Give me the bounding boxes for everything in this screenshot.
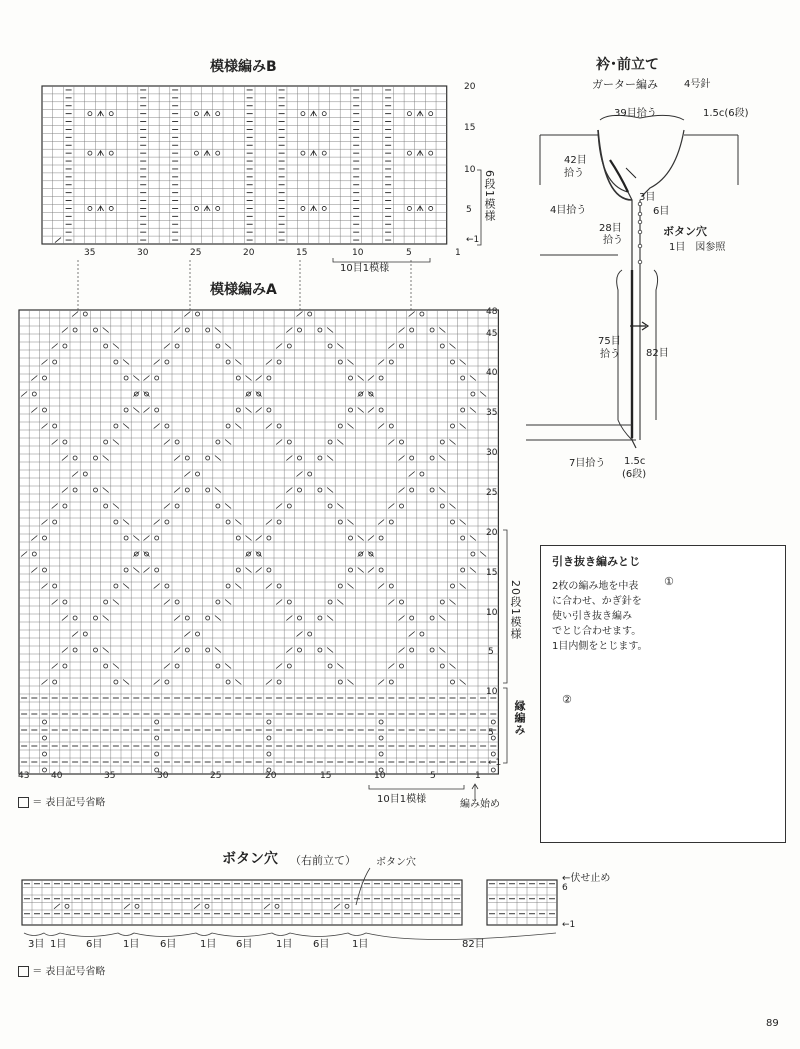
chart-a-row-label: 20: [486, 528, 498, 538]
chart-b-col-label: 10: [352, 248, 364, 258]
chart-b-repeat-bracket: [333, 258, 430, 262]
collar-label: 1.5c: [624, 456, 646, 467]
chart-a-col-label: 30: [157, 771, 169, 781]
collar-label: 6目: [653, 206, 670, 217]
chart-a-start-label: 編み始め: [460, 799, 500, 810]
legend: [18, 797, 105, 809]
front-curve-right: [654, 270, 658, 420]
page-number: 89: [766, 1018, 779, 1029]
chart-b-grid-gridlines: [42, 86, 447, 244]
chart-a-col-label: 1: [475, 771, 481, 781]
collar-label: 82目: [646, 348, 669, 359]
chart-a-row-label: 5: [488, 647, 494, 657]
chart-a-col-label: 20: [265, 771, 277, 781]
buttonhole-arrow: ←1: [562, 920, 576, 930]
legend-blank-square: [18, 966, 29, 977]
legend-text: ＝ 表目記号省略: [32, 966, 106, 978]
chart-a-repeat-rows: 20段1模様: [509, 580, 522, 640]
collar-label: 拾う: [564, 168, 584, 179]
slip-line: 使い引き抜き編み: [552, 611, 632, 622]
collar-subtitle: ガーター編み: [592, 78, 658, 91]
chart-a-row-label: 40: [486, 368, 498, 378]
buttonhole-seg: 6目: [313, 939, 330, 950]
chart-a-rows-bracket: [503, 530, 507, 683]
buttonhole-marker: [638, 244, 642, 248]
buttonhole-seg: 1目: [352, 939, 369, 950]
buttonhole-marker: [638, 260, 642, 264]
buttonhole-title: ボタン穴: [222, 851, 278, 867]
chart-a-row-label: 10: [486, 608, 498, 618]
collar-label: 1.5c(6段): [703, 108, 749, 119]
collar-label: 42目: [564, 155, 587, 166]
collar-outline-right: [642, 130, 684, 196]
collar-label: 1目 図参照: [669, 242, 726, 253]
buttonhole-bindoff: ←伏せ止め: [562, 873, 611, 884]
collar-title: 衿･前立て: [596, 57, 659, 73]
chart-a-repeat-bracket: [369, 785, 464, 789]
buttonhole-marker: [638, 220, 642, 224]
chart-a-row-label: 10: [486, 687, 498, 697]
chart-b-row-label: 5: [466, 205, 472, 215]
buttonhole-row6: 6: [562, 883, 568, 893]
collar-label: 75目: [598, 336, 621, 347]
chart-b-col-label: 1: [455, 248, 461, 258]
chart-a-col-label: 43: [18, 771, 30, 781]
chart-a-col-label: 40: [51, 771, 63, 781]
legend-blank-square: [18, 797, 29, 808]
chart-b-col-label: 20: [243, 248, 255, 258]
chart-a-row-label: 5: [488, 728, 494, 738]
slip-step-1: ①: [664, 575, 674, 588]
chart-a-row-label: 25: [486, 488, 498, 498]
legend-2: [18, 966, 105, 978]
buttonhole-total: 82目: [462, 939, 485, 950]
collar-label: (6段): [622, 469, 647, 480]
chart-b-row-label: 15: [464, 123, 476, 133]
legend-text: ＝ 表目記号省略: [32, 797, 106, 809]
chart-b-title: 模様編みB: [210, 59, 277, 75]
chart-a-arrow: ←1: [488, 758, 502, 768]
buttonhole-callout: ボタン穴: [376, 857, 416, 868]
chart-a-col-label: 5: [430, 771, 436, 781]
collar-outline-inner: [598, 130, 636, 448]
chart-b-repeat-cols: 10目1模様: [340, 263, 390, 274]
collar-label: ボタン穴: [663, 225, 707, 238]
collar-label: 拾う: [600, 349, 620, 360]
chart-b-row-label: 10: [464, 165, 476, 175]
chart-a-repeat-cols: 10目1模様: [377, 794, 427, 805]
slip-line: に合わせ、かぎ針を: [552, 596, 642, 607]
collar-needle: 4号針: [684, 79, 711, 90]
chart-a-row-label: 15: [486, 568, 498, 578]
buttonhole-seg: 1目: [276, 939, 293, 950]
chart-a-title: 模様編みA: [210, 282, 277, 298]
chart-a-col-label: 10: [374, 771, 386, 781]
chart-a-edge-bracket: [503, 688, 507, 763]
chart-a-col-label: 25: [210, 771, 222, 781]
buttonhole-seg: 1目: [50, 939, 67, 950]
collar-label: 4目拾う: [550, 205, 587, 216]
chart-a-row-label: 30: [486, 448, 498, 458]
slip-step-2: ②: [562, 693, 572, 706]
slip-line: 1目内側をとじます。: [552, 641, 648, 652]
chart-a-col-label: 35: [104, 771, 116, 781]
buttonhole-seg: 3目: [28, 939, 45, 950]
buttonhole-seg: 6目: [236, 939, 253, 950]
collar-label: 39目拾う: [614, 108, 657, 119]
chart-b-arrow: ←1: [466, 235, 480, 245]
slip-line: でとじ合わせます。: [552, 626, 642, 637]
chart-b-col-label: 5: [406, 248, 412, 258]
chart-b-col-label: 35: [84, 248, 96, 258]
chart-b-repeat-rows: 6段1模様: [483, 170, 496, 222]
buttonhole-seg: 6目: [86, 939, 103, 950]
slip-line: 2枚の編み地を中表: [552, 581, 639, 592]
arrow-42: [626, 168, 636, 178]
chart-a-row-label: 45: [486, 329, 498, 339]
buttonhole-seg: 6目: [160, 939, 177, 950]
chart-b-col-label: 15: [296, 248, 308, 258]
buttonhole-seg: 1目: [200, 939, 217, 950]
collar-label: 拾う: [603, 235, 623, 246]
buttonhole-marker: [638, 230, 642, 234]
chart-a-row-label: 48: [486, 307, 498, 317]
collar-label: 28目: [599, 223, 622, 234]
chart-b-row-label: 20: [464, 82, 476, 92]
chart-b-col-label: 25: [190, 248, 202, 258]
buttonhole-marker: [638, 212, 642, 216]
chart-b-rows-bracket: [477, 170, 481, 245]
chart-a-edge-label: 縁編み: [513, 700, 526, 736]
collar-label: 3目: [639, 192, 656, 203]
collar-label: 7目拾う: [569, 458, 606, 469]
slip-title: 引き抜き編みとじ: [552, 555, 640, 568]
chart-a-col-label: 15: [320, 771, 332, 781]
buttonhole-subtitle: （右前立て）: [290, 854, 356, 867]
chart-b-col-label: 30: [137, 248, 149, 258]
buttonhole-seg: 1目: [123, 939, 140, 950]
chart-a-row-label: 35: [486, 408, 498, 418]
